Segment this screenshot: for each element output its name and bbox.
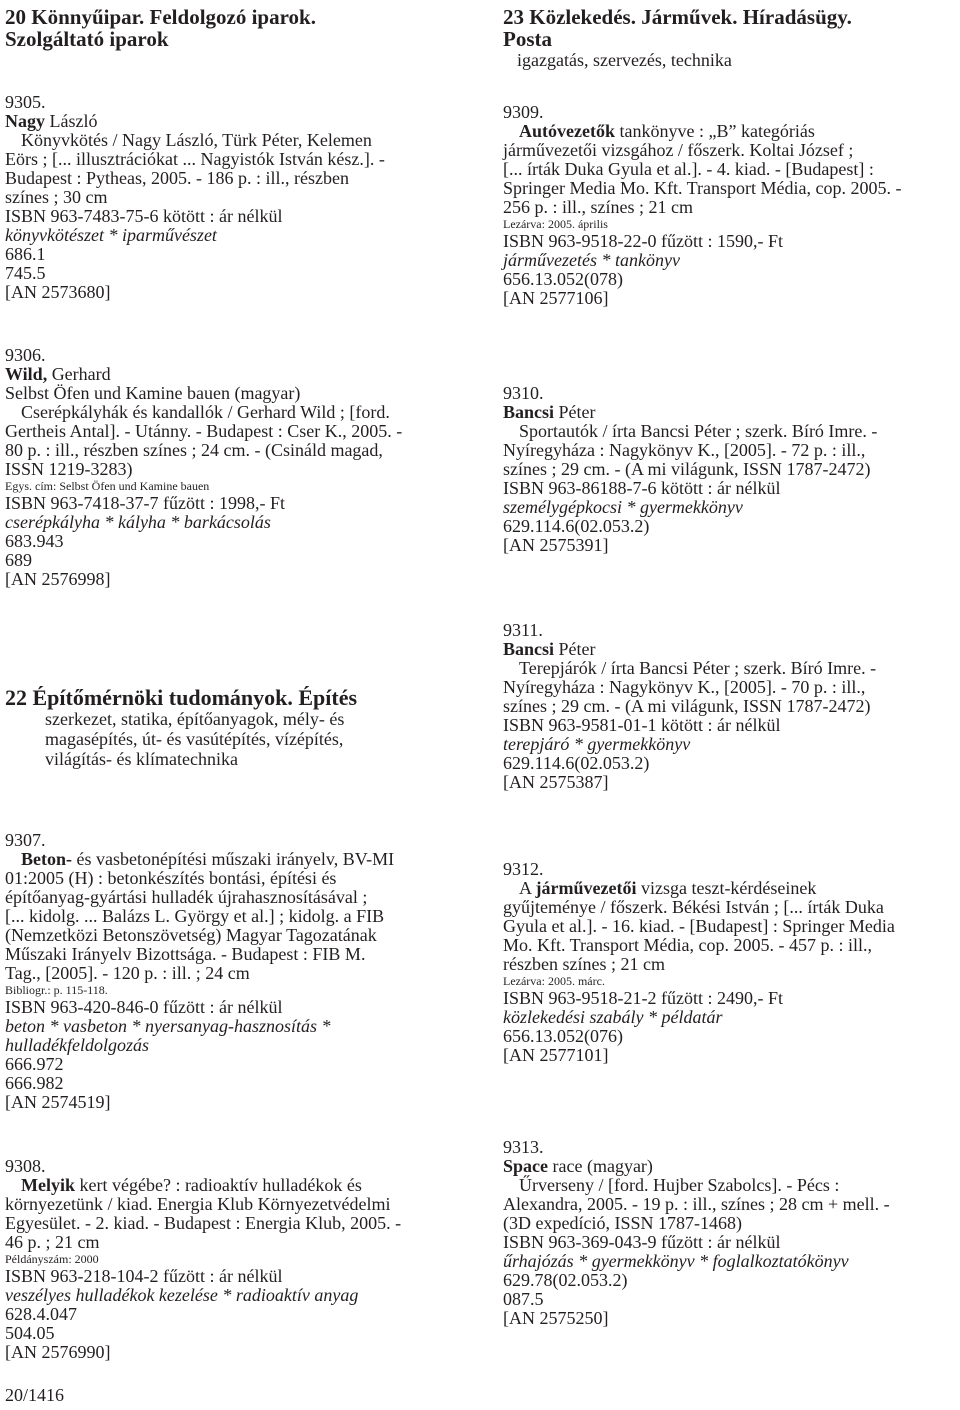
- entry-9311: [503, 621, 876, 792]
- entry-9312: [503, 860, 895, 1065]
- entry-an: [AN 2577101]: [503, 1045, 609, 1065]
- author-surname: Bancsi: [503, 639, 555, 659]
- entry-number: 9308.: [5, 1156, 46, 1176]
- entry-class: 628.4.047: [5, 1304, 77, 1324]
- entry-line: Mo. Kft. Transport Média, cop. 2005. - 457 p. : ill.,: [503, 935, 872, 955]
- entry-line: környezetünk / kiad. Energia Klub Környezetvédelmi: [5, 1194, 391, 1214]
- author-given: Péter: [554, 639, 596, 659]
- entry-9310: [503, 384, 877, 555]
- entry-title-rest: kert végébe? : radioaktív hulladékok és: [75, 1175, 362, 1195]
- entry-title-rest: és vasbetonépítési műszaki irányelv, BV-MI: [72, 849, 395, 869]
- entry-line: járművezetői vizsgához / főszerk. Koltai József ;: [503, 140, 854, 160]
- entry-class: 629.114.6(02.053.2): [503, 516, 650, 536]
- entry-line: Nyíregyháza : Nagykönyv K., [2005]. - 70 p. : ill.,: [503, 677, 866, 697]
- section-heading-20-line1: 20 Könnyűipar. Feldolgozó iparok.: [5, 5, 316, 29]
- entry-line: Műszaki Irányelv Bizottsága. - Budapest : FIB M.: [5, 944, 366, 964]
- section-heading-22-sub1: szerkezet, statika, építőanyagok, mély- és: [45, 709, 345, 729]
- entry-line: Sportautók / írta Bancsi Péter ; szerk. Bíró Imre. -: [519, 421, 878, 441]
- author-surname: Nagy: [5, 111, 45, 131]
- entry-isbn: ISBN 963-369-043-9 fűzött : ár nélkül: [503, 1232, 781, 1252]
- entry-an: [AN 2576998]: [5, 569, 111, 589]
- entry-class: 745.5: [5, 263, 46, 283]
- entry-9307: [5, 831, 394, 1112]
- entry-line: (3D expedíció, ISSN 1787-1468): [503, 1213, 742, 1233]
- entry-line: építőanyag-gyártási hulladék újrahasznosításával ;: [5, 887, 368, 907]
- entry-class: 656.13.052(078): [503, 269, 623, 289]
- entry-line: részben színes ; 21 cm: [503, 954, 665, 974]
- entry-line: Űrverseny / [ford. Hujber Szabolcs]. - Pécs :: [519, 1175, 840, 1195]
- author-surname: Wild,: [5, 364, 48, 384]
- entry-note: Egys. cím: Selbst Öfen und Kamine bauen: [5, 479, 210, 493]
- section-heading-20-line2: Szolgáltató iparok: [5, 27, 169, 51]
- entry-isbn: ISBN 963-7418-37-7 fűzött : 1998,- Ft: [5, 493, 285, 513]
- entry-title-lead: Melyik: [21, 1175, 75, 1195]
- author-given: race (magyar): [548, 1156, 653, 1176]
- entry-class: 629.114.6(02.053.2): [503, 753, 650, 773]
- entry-author: [503, 403, 877, 422]
- entry-line: Terepjárók / írta Bancsi Péter ; szerk. Bíró Imre. -: [519, 658, 877, 678]
- entry-title-line: [5, 1176, 401, 1195]
- entry-class: 656.13.052(076): [503, 1026, 623, 1046]
- entry-title-rest: tankönyve : „B” kategóriás: [614, 121, 815, 141]
- entry-number: 9306.: [5, 345, 46, 365]
- entry-line: színes ; 30 cm: [5, 187, 108, 207]
- entry-number: 9310.: [503, 383, 544, 403]
- entry-class: 686.1: [5, 244, 46, 264]
- entry-number: 9305.: [5, 92, 46, 112]
- entry-class: 666.972: [5, 1054, 64, 1074]
- entry-class: 629.78(02.053.2): [503, 1270, 628, 1290]
- entry-subjects: veszélyes hulladékok kezelése * radioaktív anyag: [5, 1285, 359, 1305]
- entry-isbn: ISBN 963-7483-75-6 kötött : ár nélkül: [5, 206, 283, 226]
- entry-class: 087.5: [503, 1289, 544, 1309]
- entry-author: [5, 365, 402, 384]
- entry-note: Lezárva: 2005. márc.: [503, 974, 605, 988]
- entry-subjects: személygépkocsi * gyermekkönyv: [503, 497, 743, 517]
- entry-line: színes ; 29 cm. - (A mi világunk, ISSN 1787-2472): [503, 696, 871, 716]
- author-given: László: [45, 111, 98, 131]
- section-heading-23-line2: Posta: [503, 27, 552, 51]
- page-number: 20/1416: [5, 1385, 65, 1405]
- entry-subjects: űrhajózás * gyermekkönyv * foglalkoztatókönyv: [503, 1251, 849, 1271]
- entry-line: Gertheis Antal]. - Utánny. - Budapest : Cser K., 2005. -: [5, 421, 403, 441]
- section-heading-23-subtitle: igazgatás, szervezés, technika: [517, 50, 732, 70]
- entry-9305: [5, 93, 385, 302]
- entry-an: [AN 2575391]: [503, 535, 609, 555]
- entry-class: 666.982: [5, 1073, 64, 1093]
- entry-author: [503, 640, 876, 659]
- entry-line: [... írták Duka Gyula et al.]. - 4. kiad. - [Budapest] :: [503, 159, 874, 179]
- entry-title-pre: A: [519, 878, 536, 898]
- entry-line: Nyíregyháza : Nagykönyv K., [2005]. - 72 p. : ill.,: [503, 440, 866, 460]
- entry-9308: [5, 1157, 401, 1362]
- entry-isbn: ISBN 963-420-846-0 fűzött : ár nélkül: [5, 997, 283, 1017]
- entry-number: 9311.: [503, 620, 543, 640]
- entry-subjects: terepjáró * gyermekkönyv: [503, 734, 691, 754]
- entry-line: Alexandra, 2005. - 19 p. : ill., színes ; 28 cm + mell. -: [503, 1194, 890, 1214]
- author-surname: Space: [503, 1156, 548, 1176]
- author-surname: Bancsi: [503, 402, 555, 422]
- entry-isbn: ISBN 963-86188-7-6 kötött : ár nélkül: [503, 478, 781, 498]
- entry-title-rest: vizsga teszt-kérdéseinek: [636, 878, 817, 898]
- entry-line: ISSN 1219-3283): [5, 459, 133, 479]
- entry-class: 683.943: [5, 531, 64, 551]
- entry-title-line: [5, 850, 394, 869]
- entry-an: [AN 2573680]: [5, 282, 111, 302]
- entry-isbn: ISBN 963-9518-22-0 fűzött : 1590,- Ft: [503, 231, 783, 251]
- entry-line: Könyvkötés / Nagy László, Türk Péter, Kelemen: [21, 130, 372, 150]
- section-heading-22-sub2: magasépítés, út- és vasútépítés, vízépítés,: [45, 729, 344, 749]
- section-heading-22-title: 22 Építőmérnöki tudományok. Építés: [5, 685, 358, 710]
- entry-9313: [503, 1138, 890, 1328]
- entry-subjects: járművezetés * tankönyv: [503, 250, 680, 270]
- entry-line: Gyula et al.]. - 16. kiad. - [Budapest] : Springer Media: [503, 916, 895, 936]
- entry-line: 01:2005 (H) : betonkészítés bontási, építési és: [5, 868, 337, 888]
- entry-line: Selbst Öfen und Kamine bauen (magyar): [5, 383, 301, 403]
- entry-note: Példányszám: 2000: [5, 1252, 99, 1266]
- entry-number: 9312.: [503, 859, 544, 879]
- entry-subjects: közlekedési szabály * példatár: [503, 1007, 723, 1027]
- entry-line: [... kidolg. ... Balázs L. György et al.] ; kidolg. a FIB: [5, 906, 385, 926]
- entry-line: 80 p. : ill., részben színes ; 24 cm. - (Csináld magad,: [5, 440, 383, 460]
- entry-line: 256 p. : ill., színes ; 21 cm: [503, 197, 693, 217]
- entry-line: (Nemzetközi Betonszövetség) Magyar Tagozatának: [5, 925, 377, 945]
- entry-note: Bibliogr.: p. 115-118.: [5, 983, 108, 997]
- entry-number: 9309.: [503, 102, 544, 122]
- entry-title-line: [503, 122, 901, 141]
- entry-an: [AN 2577106]: [503, 288, 609, 308]
- entry-isbn: ISBN 963-9581-01-1 kötött : ár nélkül: [503, 715, 781, 735]
- entry-subjects: hulladékfeldolgozás: [5, 1035, 149, 1055]
- entry-9309: [503, 103, 901, 308]
- entry-note: Lezárva: 2005. április: [503, 217, 608, 231]
- entry-subjects: könyvkötészet * iparművészet: [5, 225, 217, 245]
- entry-line: Tag., [2005]. - 120 p. : ill. ; 24 cm: [5, 963, 250, 983]
- entry-an: [AN 2575250]: [503, 1308, 609, 1328]
- section-heading-22: [5, 687, 357, 769]
- entry-isbn: ISBN 963-9518-21-2 fűzött : 2490,- Ft: [503, 988, 783, 1008]
- section-heading-23: [503, 6, 852, 70]
- author-given: Gerhard: [47, 364, 111, 384]
- entry-number: 9307.: [5, 830, 46, 850]
- entry-line: Budapest : Pytheas, 2005. - 186 p. : ill., részben: [5, 168, 349, 188]
- entry-line: gyűjteménye / főszerk. Békési István ; [... írták Duka: [503, 897, 884, 917]
- entry-author: [503, 1157, 890, 1176]
- entry-isbn: ISBN 963-218-104-2 fűzött : ár nélkül: [5, 1266, 283, 1286]
- entry-an: [AN 2575387]: [503, 772, 609, 792]
- entry-line: Springer Media Mo. Kft. Transport Média, cop. 2005. -: [503, 178, 902, 198]
- entry-9306: [5, 346, 402, 589]
- entry-number: 9313.: [503, 1137, 544, 1157]
- section-heading-22-sub3: világítás- és klímatechnika: [45, 749, 238, 769]
- entry-subjects: cserépkályha * kályha * barkácsolás: [5, 512, 271, 532]
- entry-title-lead: Beton-: [21, 849, 72, 869]
- entry-line: 46 p. ; 21 cm: [5, 1232, 100, 1252]
- entry-line: Eörs ; [... illusztrációkat ... Nagyistók István kész.]. -: [5, 149, 385, 169]
- entry-title-lead: járművezetői: [535, 878, 637, 898]
- entry-title-lead: Autóvezetők: [519, 121, 615, 141]
- section-heading-23-line1: 23 Közlekedés. Járművek. Híradásügy.: [503, 5, 852, 29]
- entry-class: 504.05: [5, 1323, 55, 1343]
- entry-line: Cserépkályhák és kandallók / Gerhard Wild ; [ford.: [21, 402, 390, 422]
- entry-subjects: beton * vasbeton * nyersanyag-hasznosítás *: [5, 1016, 331, 1036]
- section-heading-20: [5, 6, 316, 50]
- entry-class: 689: [5, 550, 32, 570]
- entry-line: színes ; 29 cm. - (A mi világunk, ISSN 1787-2472): [503, 459, 871, 479]
- entry-title-line: [503, 879, 895, 898]
- author-given: Péter: [554, 402, 596, 422]
- entry-an: [AN 2574519]: [5, 1092, 111, 1112]
- entry-an: [AN 2576990]: [5, 1342, 111, 1362]
- entry-line: Egyesület. - 2. kiad. - Budapest : Energia Klub, 2005. -: [5, 1213, 402, 1233]
- entry-author: [5, 112, 385, 131]
